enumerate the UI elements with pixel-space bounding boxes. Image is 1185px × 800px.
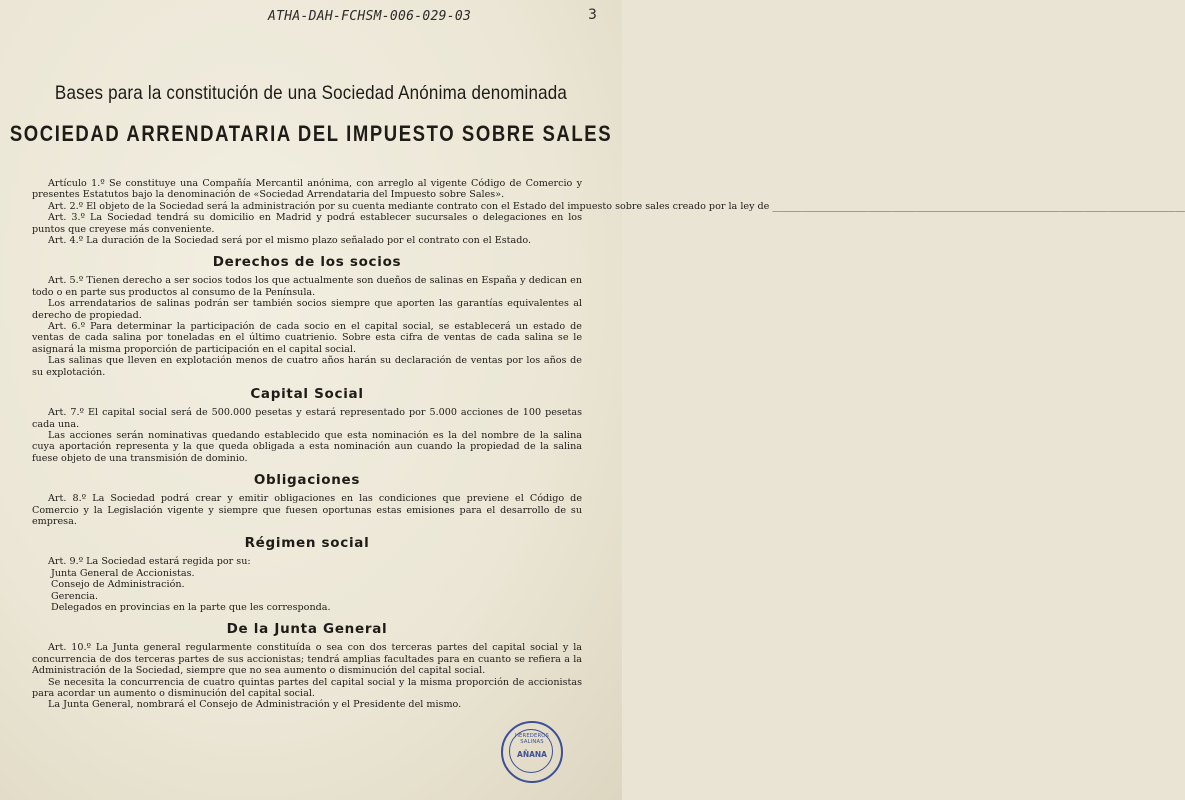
list-item: Gerencia.	[51, 590, 98, 602]
archive-code: ATHA-DAH-FCHSM-006-029-03	[268, 9, 472, 24]
paragraph-acciones: Las acciones serán nominativas quedando establecido que esta nominación es la del nombre de la salina cuya aportación representa y la que queda obligada a esta nominación aun cuando la propiedad de la salina fuese objeto de una transmisión de dominio.	[32, 429, 582, 464]
paragraph-nombramiento: La Junta General, nombrará el Consejo de Administración y el Presidente del mismo.	[48, 699, 462, 711]
document-body	[32, 178, 770, 711]
list-item: Delegados en provincias en la parte que les corresponda.	[51, 601, 331, 613]
page-number: 3	[588, 7, 597, 23]
stamp-ring-text: HEREDEROS SALINAS	[514, 733, 550, 745]
section-heading-obligaciones: Obligaciones	[253, 472, 361, 489]
archive-stamp	[501, 721, 563, 783]
article-1: Artículo 1.º Se constituye una Compañía Mercantil anónima, con arreglo al vigente Código de Comercio y presentes Estatutos bajo la denominación de «Sociedad Arrendataria del Impuesto sobre Sales».	[32, 178, 582, 201]
section-heading-junta: De la Junta General	[226, 621, 388, 638]
company-name: SOCIEDAD ARRENDATARIA DEL IMPUESTO SOBRE SALES	[9, 120, 613, 146]
article-3: Art. 3.º La Sociedad tendrá su domicilio en Madrid y podrá establecer sucursales o delegaciones en los puntos que creyese más conveniente.	[32, 212, 582, 235]
article-4: Art. 4.º La duración de la Sociedad será por el mismo plazo señalado por el contrato con el Estado.	[48, 235, 531, 247]
stamp-center-text: AÑANA	[517, 750, 547, 759]
document-title: Bases para la constitución de una Sociedad Anónima denominada	[54, 81, 568, 104]
section-heading-capital: Capital Social	[250, 386, 364, 403]
article-6: Art. 6.º Para determinar la participación de cada socio en el capital social, se establecerá un estado de ventas de cada salina por toneladas en el último cuatrienio. Sobre esta cifra de ventas de cada salina se le asignará la misma proporción de participación en el capital social.	[32, 321, 582, 355]
article-7: Art. 7.º El capital social será de 500.000 pesetas y estará representado por 5.000 acciones de 100 pesetas cada una.	[32, 407, 582, 430]
article-9: Art. 9.º La Sociedad estará regida por su:	[48, 556, 251, 568]
article-5: Art. 5.º Tienen derecho a ser socios todos los que actualmente son dueños de salinas en España y dedican en todo o en parte sus productos al consumo de la Península.	[32, 275, 582, 298]
paragraph-salinas: Las salinas que lleven en explotación menos de cuatro años harán su declaración de ventas por los años de su explotación.	[32, 355, 582, 378]
list-item: Junta General de Accionistas.	[51, 567, 195, 579]
list-item: Consejo de Administración.	[51, 579, 185, 591]
article-10: Art. 10.º La Junta general regularmente constituída o sea con dos terceras partes del capital social y la concurrencia de dos terceras partes de sus accionistas; tendrá amplias facultades para en cuanto se refiera a la Administración de la Sociedad, siempre que no sea aumento o disminución del capital social.	[32, 642, 582, 677]
section-heading-derechos: Derechos de los socios	[212, 254, 402, 271]
article-8: Art. 8.º La Sociedad podrá crear y emitir obligaciones en las condiciones que previene el Código de Comercio y la Legislación vigente y siempre que fuesen oportunas estas emisiones para el desarrollo de su empresa.	[32, 493, 582, 527]
paragraph-concurrencia: Se necesita la concurrencia de cuatro quintas partes del capital social y la misma proporción de accionistas para acordar un aumento o disminución del capital social.	[32, 676, 582, 699]
article-2: Art. 2.º El objeto de la Sociedad será la administración por su cuenta mediante contrato con el Estado del impuesto sobre sales creado por la ley de _____	[32, 201, 582, 212]
paragraph-arrendatarios: Los arrendatarios de salinas podrán ser también socios siempre que aporten las garantías equivalentes al derecho de propiedad.	[32, 298, 582, 321]
section-heading-regimen: Régimen social	[244, 535, 370, 552]
